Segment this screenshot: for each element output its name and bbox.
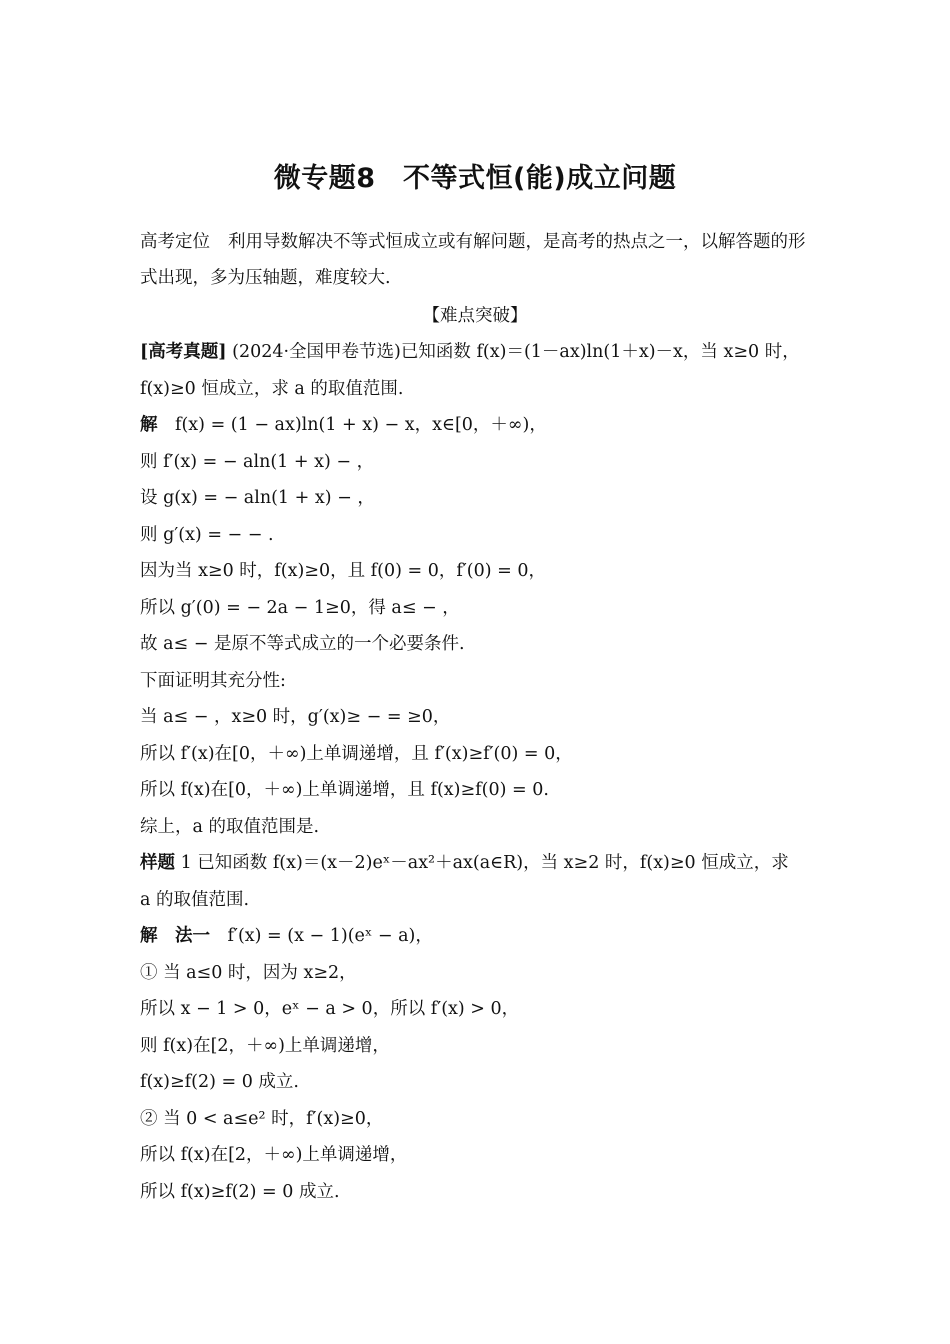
line-lead: 样题: [140, 853, 175, 873]
line-text: 则 f(x)在[2，＋∞)上单调递增，: [140, 1035, 390, 1056]
text-line: [140, 772, 812, 809]
text-line: [140, 736, 812, 773]
line-lead: 解: [140, 415, 158, 435]
line-text: f′(x) = (x − 1)(eˣ − a)，: [210, 926, 433, 946]
line-text: 当 a≤ − ，x≥0 时，g′(x)≥ − = ≥0，: [140, 707, 451, 727]
line-text: f(x) = (1 − ax)ln(1 + x) − x，x∈[0，＋∞)，: [157, 415, 547, 435]
text-line: [140, 590, 812, 627]
line-text: ② 当 0 < a≤e² 时，f′(x)≥0，: [140, 1108, 384, 1129]
text-line: [140, 809, 812, 846]
text-line: [140, 1028, 812, 1065]
text-line: [140, 991, 812, 1028]
text-line: [140, 1174, 812, 1211]
solution-content: [140, 334, 812, 1210]
text-line: [140, 882, 812, 919]
line-text: 则 f′(x) = − aln(1 + x) − ，: [140, 451, 375, 472]
line-text: 所以 f(x)在[2，＋∞)上单调递增，: [140, 1145, 408, 1165]
line-text: 所以 g′(0) = − 2a − 1≥0，得 a≤ − ，: [140, 597, 460, 618]
intro-paragraph: [140, 224, 812, 296]
line-text: 故 a≤ − 是原不等式成立的一个必要条件.: [140, 634, 465, 654]
text-line: [140, 663, 812, 700]
line-text: 则 g′(x) = − − .: [140, 524, 274, 545]
section-heading: 【难点突破】: [422, 306, 528, 326]
line-text: 设 g(x) = − aln(1 + x) − ，: [140, 488, 375, 508]
line-text: 所以 f(x)在[0，＋∞)上单调递增，且 f(x)≥f(0) = 0.: [140, 780, 549, 800]
intro-text: 利用导数解决不等式恒成立或有解问题，是高考的热点之一，以解答题的形式出现，多为压轴题，难度较大.: [140, 232, 806, 288]
text-line: [140, 517, 812, 554]
text-line: [140, 553, 812, 590]
text-line: [140, 444, 812, 481]
line-text: 所以 x − 1 > 0，eˣ − a > 0，所以 f′(x) > 0，: [140, 999, 520, 1019]
text-line: [140, 371, 812, 408]
text-line: [140, 845, 812, 882]
text-line: [140, 1137, 812, 1174]
line-text: f(x)≥f(2) = 0 成立.: [140, 1072, 299, 1092]
text-line: [140, 1064, 812, 1101]
line-text: (2024·全国甲卷节选)已知函数 f(x)＝(1－ax)ln(1＋x)－x，当 x≥0 时，: [226, 342, 800, 362]
line-text: 综上，a 的取值范围是.: [140, 816, 320, 837]
line-text: 所以 f(x)≥f(2) = 0 成立.: [140, 1181, 340, 1202]
page-title: 微专题8 不等式恒(能)成立问题: [273, 163, 677, 194]
text-line: [140, 918, 812, 955]
line-text: 下面证明其充分性:: [140, 670, 286, 691]
line-text: 所以 f′(x)在[0，＋∞)上单调递增，且 f′(x)≥f′(0) = 0，: [140, 743, 573, 764]
text-line: [140, 480, 812, 517]
line-lead: 解 法一: [140, 926, 210, 946]
line-text: ① 当 a≤0 时，因为 x≥2，: [140, 962, 357, 983]
text-line: [140, 626, 812, 663]
line-lead: [高考真题]: [140, 342, 227, 362]
text-line: [140, 699, 812, 736]
line-text: 因为当 x≥0 时，f(x)≥0，且 f(0) = 0，f′(0) = 0，: [140, 561, 547, 581]
text-line: [140, 407, 812, 444]
text-line: [140, 955, 812, 992]
line-text: a 的取值范围.: [140, 889, 250, 910]
line-text: 1 已知函数 f(x)＝(x－2)eˣ－ax²＋ax(a∈R)，当 x≥2 时，f(x)≥0 恒成立，求: [175, 853, 789, 873]
intro-label: 高考定位: [140, 232, 210, 252]
text-line: [140, 334, 812, 371]
text-line: [140, 1101, 812, 1138]
line-text: f(x)≥0 恒成立，求 a 的取值范围.: [140, 378, 404, 399]
